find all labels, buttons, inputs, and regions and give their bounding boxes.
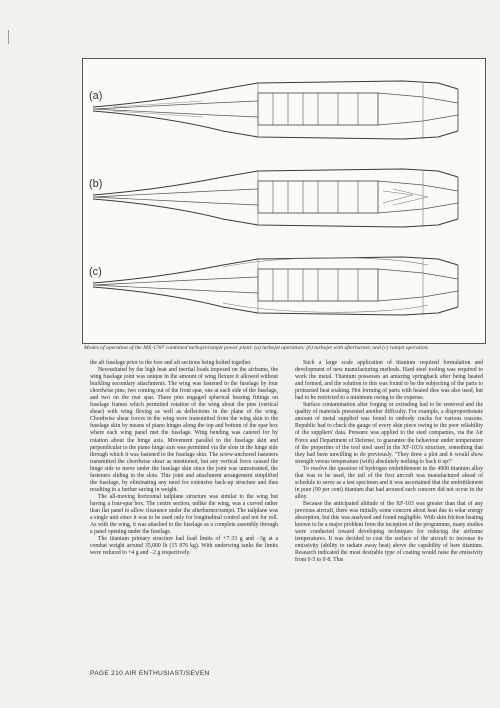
paragraph: Such a large scale application of titanium required formulation and development of new manufacturing methods. Hard steel tooling was required to work the metal. Titanium possesses an amazing springback after being heated and formed, and the solution to this was found to be the subjecting of the parts to protracted heat soaking. Hot forming of parts with heated dies was also used, but had to be restricted to a minimum owing to the expense. [295, 360, 483, 402]
paragraph: the aft fuselage prior to the fore and aft sections being bolted together. [90, 360, 252, 366]
engine-diagram-figure [82, 58, 486, 344]
paragraph: To resolve the question of hydrogen embrittlement in the 4908 titanium alloy that was to be used, the tail of the first aircraft was manufactured ahead of schedule to serve as a test specimen and it was ascertained that the embrittlement in pure (99 per cent) titanium that had aroused such concern did not occur in the alloy. [295, 465, 483, 500]
engine-diagram [83, 59, 485, 343]
paragraph: Necessitated by the high heat and inertial loads imposed on the airframe, the wing fuselage joint was unique in the amount of wing flexure it allowed without buckling secondary attachments. The wing was fastened to the fuselage by four chordwise pins, two coming out of the front spar, one at each side of the fuselage, and two on the rear spar. These pins engaged spherical bearing fittings on fuselage frames which permitted rotation of the wing about the pins (vertical shear) with wing flexing as well as deflections in the plane of the wing. Chordwise shear forces in the wing were transmitted from the wing skin to the fuselage skin by means of piano hinges along the top and bottom of the spar box where each wing panel met the fuselage. Wing bending was catered for by rotation about the hinge axis. Movement parallel to the fuselage skin and perpendicular to the piano hinge axis was permitted via the slots in the hinge side through which it was fastened to the fuselage skin. The screw-anchored fasteners transmitted the chordwise shear as mentioned, but any vertical force caused the hinge side to move under the fuselage skin since the joint was unrestrained, the fasteners sliding in the slots. This joint and attachment arrangement simplified the fuselage, by eliminating any need for extensive back-up structure and thus resulting in a further saving in weight. [90, 367, 278, 493]
right-column [295, 360, 483, 564]
figure-label-c: (c) [89, 266, 102, 278]
left-column [90, 360, 278, 557]
figure-label-b: (b) [89, 178, 103, 190]
page-footer: PAGE 210 AIR ENTHUSIAST/SEVEN [90, 670, 210, 677]
paragraph: The all-moving horizontal tailplane structure was similar to the wing but having a four-spar box. The centre section, unlike the wing, was a curved rather than flat panel to allow clearance under the afterburner/ramjet. The tailplane was a single unit since it was to be used only for longitudinal control and not for roll. As with the wing, it was attached to the fuselage as a complete assembly through a panel opening under the fuselage. [90, 493, 278, 536]
figure-label-a: (a) [89, 90, 103, 102]
page-edge-mark [8, 30, 15, 44]
figure-caption: Modes of operation of the MX-1787 combined turbojet/ramjet power plant: (a) turbojet operation; (b) turbojet with afterburner, and (c) ramjet operation. [84, 345, 429, 351]
paragraph: Surface contamination after forging or extruding had to be removed and the quality of materials presented another difficulty. For example, a disproportionate amount of metal supplied was found to embody cracks for various reasons. Republic had to check the gauge of every skin piece owing to the poor reliability of the suppliers' data. Pressure was applied to the steel companies, via the Air Force and Department of Defense, to guarantee the behaviour under temperature of the properties of the tool steel used in the XF-103's structure, something that they had been unwilling to do previously. "They drew a plot and it would show strength versus temperature (with) absolutely nothing to back it up!" [295, 402, 483, 465]
paragraph: Because the anticipated altitude of the XF-103 was greater than that of any previous aircraft, there was initially some concern about heat due to solar energy absorption, but this was analysed and found negligible. With skin friction heating known to be a major problem from the inception of the programme, many studies were conducted toward developing techniques for reducing the airframe temperatures. It was decided to coat the surface of the aircraft to increase its emissivity (ability to radiate away heat) above the capability of bare titanium. Research indicated the most desirable type of coating would raise the emissivity from 0·5 to 0·8. This [295, 500, 483, 564]
paragraph: The titanium primary structure had load limits of +7·33 g and −3g at a combat weight around 35,000 lb (15 876 kg). With underwing tanks the limits were reduced to +4 g and −2 g respectively. [90, 536, 278, 557]
